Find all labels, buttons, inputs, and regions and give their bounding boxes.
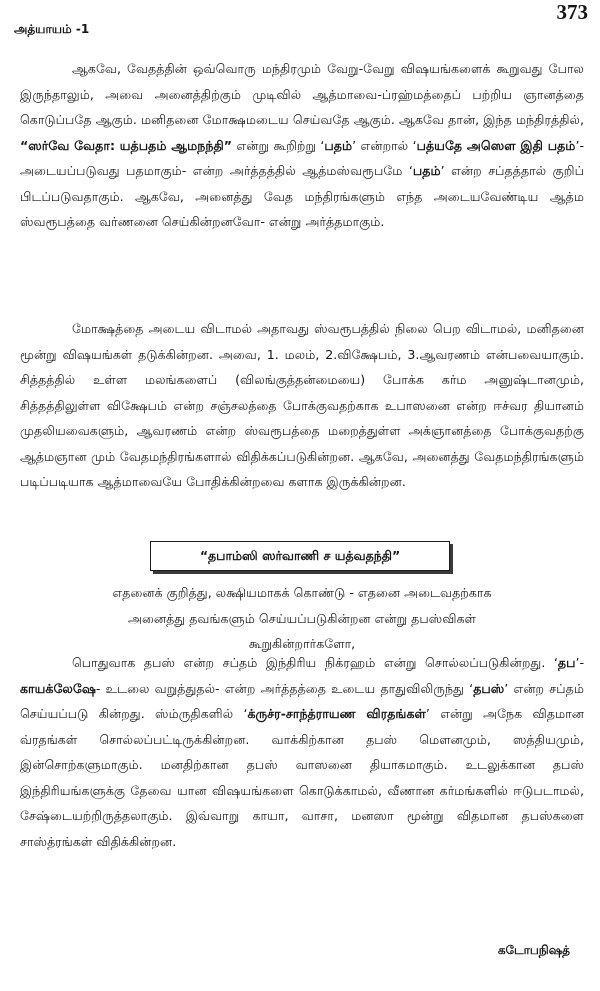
paragraph-3: பொதுவாக தபஸ் என்ற சப்தம் இந்திரிய நிக்ரஹம் என்று சொல்லப்படுகின்றது. ‘தப’-காயக்லேஷே- உடலை வறுத்துதல்- என்ற அர்த்தத்தை உடைய தாதுவிலிருந்து ‘தபஸ்’ என்ற சப்தம் செய்யப்படு கின்றது. ஸ்ம்ருதிகளில் ‘க்ருச்ர-சாந்த்ராயண விரதங்கள்’ என்று அநேக விதமான வ்ரதங்கள் சொல்லப்பட்டிருக்கின்றன. வாக்கிற்கான தபஸ் மெளனமும், ஸத்தியமும், இன்சொற்களுமாகும். மனதிற்கான தபஸ் வாஸனை தியாகமாகும். உடலுக்கான தபஸ் இந்திரியங்களுக்கு தேவை யான விஷயங்களை கொடுக்காமல், வீணான கர்மங்களில் ஈடுபடாமல், சேஷ்டையற்றிருத்தலாகும். இவ்வாறு காயா, வாசா, மனஸா மூன்று விதமான தபஸ்களை சாஸ்த்ரங்கள் விதிக்கின்றன. [20, 655, 584, 849]
paragraph-2: மோக்ஷத்தை அடைய விடாமல் அதாவது ஸ்வரூபத்தில் நிலை பெற விடாமல், மனிதனை மூன்று விஷயங்கள் தடுக்கின்றன. அவை, 1. மலம், 2.விக்ஷேபம், 3.ஆவரணம் என்பவையாகும். சித்தத்தில் உள்ள மலங்களைப் (விலங்குத்தன்மையை) போக்க கர்ம அனுஷ்டானமும், சித்தத்திலுள்ள விக்ஷேபம் என்ற சஞ்சலத்தை போக்குவதற்காக உபாஸனை என்ற ஈச்வர தியானம் முதலியவைகளும், ஆவரணம் என்ற ஸ்வரூபத்தை மறைத்துள்ள அக்ஞானத்தை போக்குவதற்கு ஆத்மஞான மும் வேதமந்திரங்களால் விதிக்கப்படுகின்றன. ஆகவே, அனைத்து வேதமந்திரங்களும் படிப்படியாக ஆத்மாவையே போதிக்கின்றவை களாக இருக்கின்றன. [20, 321, 584, 489]
book-title-footer: கடோபநிஷத் [497, 943, 570, 957]
paragraph-1: ஆகவே, வேதத்தின் ஒவ்வொரு மந்திரமும் வேறு-வேறு விஷயங்களைக் கூறுவது போல இருந்தாலும், அவை அனைத்திற்கும் முடிவில் ஆத்மாவை-ப்ரஹ்மத்தைப் பற்றிய ஞானத்தை கொடுப்பதே ஆகும். மனிதனை மோக்ஷமடைய செய்வதே ஆகும். ஆகவே தான், இந்த மந்திரத்தில், “ஸர்வே வேதா: யத்பதம் ஆமநந்தி” என்று கூறிற்று ‘பதம்’ என்றால் ‘பத்யதே அஸெள இதி பதம்’-அடையப்படுவது பதமாகும்- என்ற அர்த்தத்தில் ஆத்மஸ்வரூபமே ‘பதம்’ என்ற சப்தத்தால் குறிப் பிடப்படுவதாகும். ஆகவே, அனைத்து வேத மந்திரங்களும் எந்த அடையவேண்டிய ஆத்ம ஸ்வரூபத்தை வர்ணனை செய்கின்றனவோ- என்று அர்த்தமாகும். [20, 61, 584, 229]
centered-explanation [20, 580, 584, 657]
term-vratas: க்ருச்ர-சாந்த்ராயண விரதங்கள் [247, 706, 426, 721]
term-definition: பத்யதே அஸெள இதி பதம் [416, 137, 576, 153]
chapter-heading: அத்யாயம் -1 [14, 22, 90, 36]
centered-line: கூறுகின்றார்களோ, [248, 636, 356, 651]
quote-heading: “தபாம்ஸி ஸர்வாணி ச யத்வதந்தி” [199, 547, 401, 563]
term-tapas: தபஸ் [473, 680, 505, 696]
term-padam-2: பதம் [412, 163, 441, 178]
term-tapa: தப [557, 655, 576, 670]
centered-line: அனைத்து தவங்களும் செய்யப்படுகின்றன என்று தபஸ்விகள் [127, 610, 477, 626]
centered-line: எதனைக் குறித்து, லக்ஷியமாகக் கொண்டு - எதனை அடைவதற்காக [112, 585, 492, 600]
term-padam: பதம் [324, 137, 353, 153]
quote-heading-box [150, 541, 450, 571]
term-kayakleshe: காயக்லேஷே [20, 680, 96, 696]
mantra-quote: “ஸர்வே வேதா: யத்பதம் ஆமநந்தி” [20, 137, 233, 153]
page-number: 373 [556, 0, 588, 24]
